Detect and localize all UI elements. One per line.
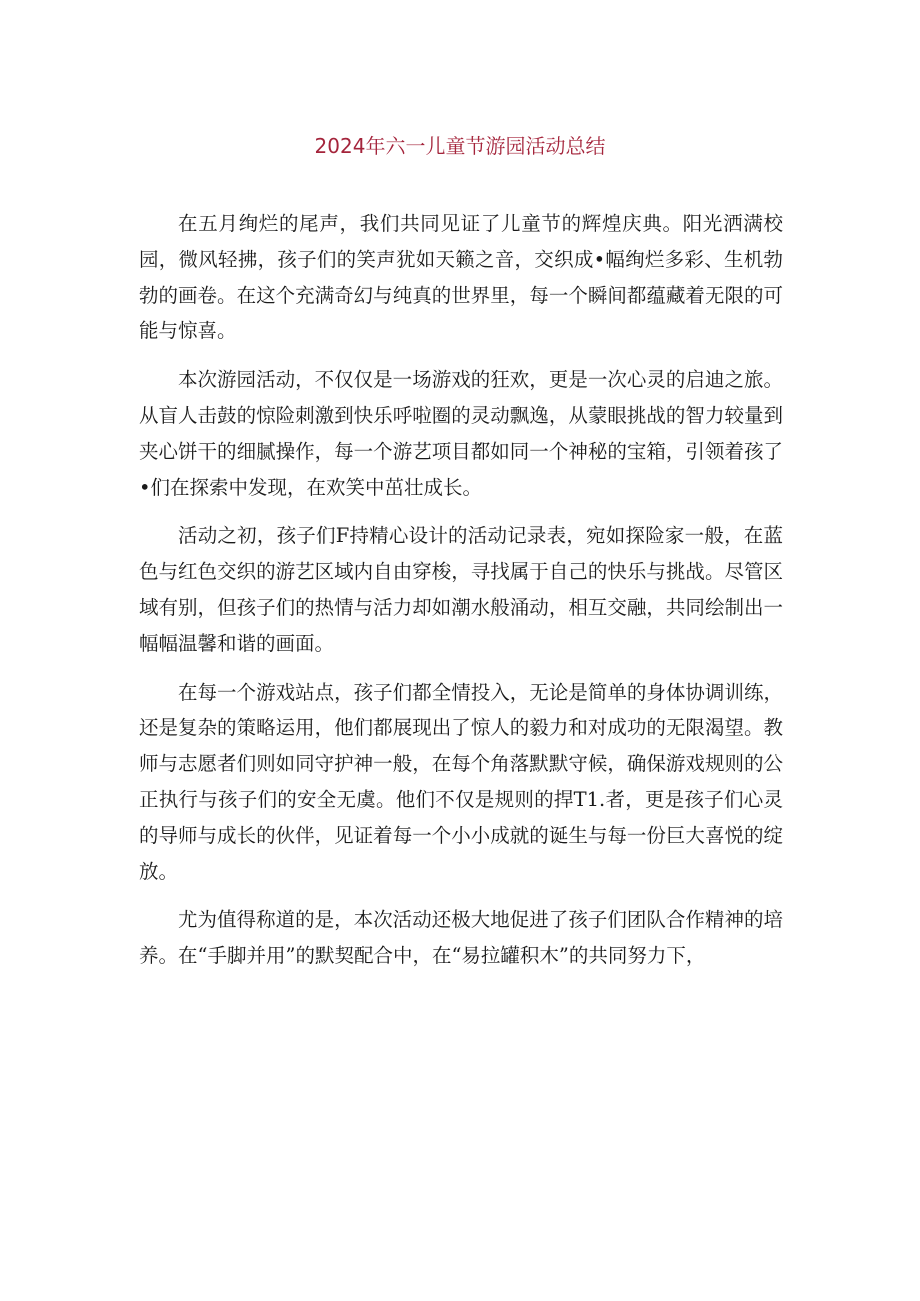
paragraph-4: 在每一个游戏站点，孩子们都全情投入，无论是简单的身体协调训练，还是复杂的策略运用，他们都展现出了惊人的毅力和对成功的无限渴望。教师与志愿者们则如同守护神一般，在每个角落默默守候，确保游戏规则的公正执行与孩子们的安全无虞。他们不仅是规则的捍T1.者，更是孩子们心灵的导师与成长的伙伴，见证着每一个小小成就的诞生与每一份巨大喜悦的绽放。: [139, 680, 783, 883]
document-body: [139, 206, 783, 987]
document-title: 2024年六一儿童节游园活动总结: [314, 134, 606, 158]
paragraph-1: 在五月绚烂的尾声，我们共同见证了儿童节的辉煌庆典。阳光洒满校园，微风轻拂，孩子们的笑声犹如天籁之音，交织成•幅绚烂多彩、生机勃勃的画卷。在这个充满奇幻与纯真的世界里，每一个瞬间都蕴藏着无限的可能与惊喜。: [139, 212, 783, 343]
paragraph-5: 尤为值得称道的是，本次活动还极大地促进了孩子们团队合作精神的培养。在“手脚并用”的默契配合中，在“易拉罐积木”的共同努力下，: [139, 908, 783, 968]
paragraph-2: 本次游园活动，不仅仅是一场游戏的狂欢，更是一次心灵的启迪之旅。从盲人击鼓的惊险刺激到快乐呼啦圈的灵动飘逸，从蒙眼挑战的智力较量到夹心饼干的细腻操作，每一个游艺项目都如同一个神秘的宝箱，引领着孩了•们在探索中发现，在欢笑中茁壮成长。: [139, 368, 783, 499]
paragraph-3: 活动之初，孩子们F持精心设计的活动记录表，宛如探险家一般，在蓝色与红色交织的游艺区域内自由穿梭，寻找属于自己的快乐与挑战。尽管区域有别，但孩子们的热情与活力却如潮水般涌动，相互交融，共同绘制出一幅幅温馨和谐的画面。: [139, 524, 783, 655]
